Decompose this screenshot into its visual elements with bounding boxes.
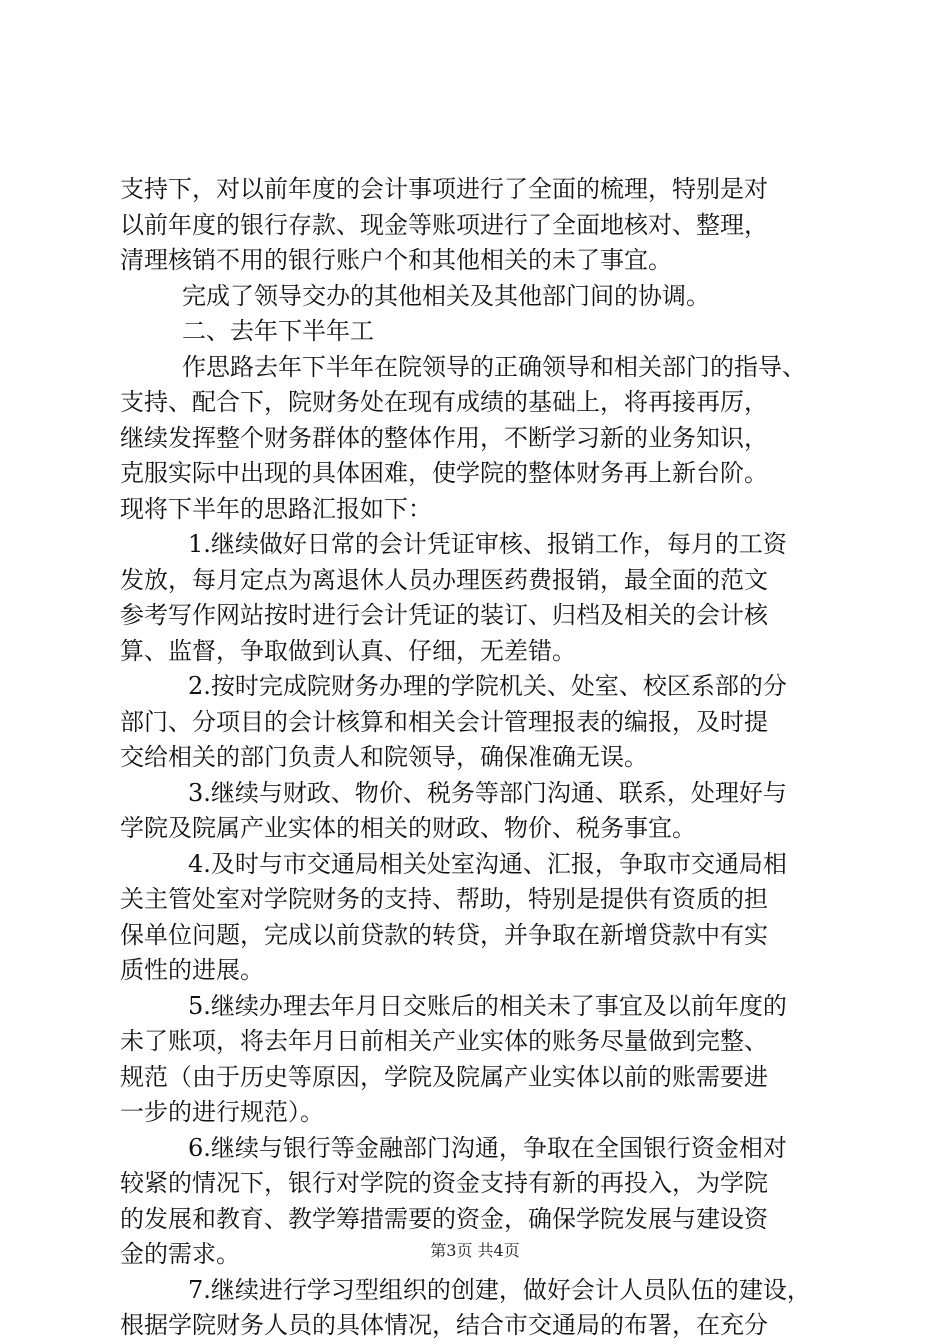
text-line: 参考写作网站按时进行会计凭证的装订、归档及相关的会计核 bbox=[120, 601, 768, 629]
text-line: 保单位问题，完成以前贷款的转贷，并争取在新增贷款中有实 bbox=[120, 920, 768, 949]
text-line: 的发展和教育、教学筹措需要的资金，确保学院发展与建设资 bbox=[120, 1204, 768, 1233]
text-line: 发放，每月定点为离退休人员办理医药费报销，最全面的范文 bbox=[120, 565, 768, 594]
text-line: 4.及时与市交通局相关处室沟通、汇报，争取市交通局相 bbox=[188, 849, 787, 878]
text-line: 1.继续做好日常的会计凭证审核、报销工作，每月的工资 bbox=[188, 530, 787, 558]
text-line: 完成了领导交办的其他相关及其他部门间的协调。 bbox=[182, 281, 710, 310]
page-footer: 第3页 共4页 bbox=[430, 1241, 520, 1260]
text-line: 7.继续进行学习型组织的创建，做好会计人员队伍的建设， bbox=[188, 1275, 811, 1304]
text-line: 关主管处室对学院财务的支持、帮助，特别是提供有资质的担 bbox=[120, 885, 768, 913]
text-line: 作思路去年下半年在院领导的正确领导和相关部门的指导、 bbox=[182, 352, 806, 381]
text-line: 一步的进行规范）。 bbox=[120, 1098, 324, 1126]
text-line: 较紧的情况下，银行对学院的资金支持有新的再投入，为学院 bbox=[120, 1169, 768, 1197]
text-line: 部门、分项目的会计核算和相关会计管理报表的编报，及时提 bbox=[120, 707, 768, 736]
text-line: 克服实际中出现的具体困难，使学院的整体财务再上新台阶。 bbox=[120, 459, 768, 487]
text-line: 现将下半年的思路汇报如下： bbox=[120, 494, 432, 523]
text-line: 继续发挥整个财务群体的整体作用，不断学习新的业务知识， bbox=[120, 423, 768, 452]
text-line: 未了账项，将去年月日前相关产业实体的账务尽量做到完整、 bbox=[120, 1027, 768, 1055]
text-line: 质性的进展。 bbox=[120, 956, 264, 984]
text-line: 5.继续办理去年月日交账后的相关未了事宜及以前年度的 bbox=[188, 991, 787, 1020]
text-line: 清理核销不用的银行账户个和其他相关的未了事宜。 bbox=[120, 246, 672, 274]
text-line: 2.按时完成院财务办理的学院机关、处室、校区系部的分 bbox=[188, 672, 787, 700]
text-line: 支持下，对以前年度的会计事项进行了全面的梳理，特别是对 bbox=[120, 175, 768, 203]
text-line: 支持、配合下，院财务处在现有成绩的基础上，将再接再厉， bbox=[120, 388, 768, 416]
text-line: 算、监督，争取做到认真、仔细，无差错。 bbox=[120, 636, 576, 665]
text-line: 根据学院财务人员的具体情况，结合市交通局的布署，在充分 bbox=[120, 1311, 768, 1339]
text-line: 6.继续与银行等金融部门沟通，争取在全国银行资金相对 bbox=[188, 1133, 787, 1162]
text-line: 3.继续与财政、物价、税务等部门沟通、联系，处理好与 bbox=[188, 778, 787, 807]
text-line: 以前年度的银行存款、现金等账项进行了全面地核对、整理， bbox=[120, 210, 768, 239]
text-line: 交给相关的部门负责人和院领导，确保准确无误。 bbox=[120, 743, 648, 771]
text-line: 二、去年下半年工 bbox=[182, 317, 374, 345]
document-body bbox=[120, 172, 840, 1344]
text-line: 学院及院属产业实体的相关的财政、物价、税务事宜。 bbox=[120, 814, 696, 842]
text-line: 金的需求。 bbox=[120, 1240, 240, 1268]
text-line: 规范（由于历史等原因，学院及院属产业实体以前的账需要进 bbox=[120, 1062, 768, 1091]
